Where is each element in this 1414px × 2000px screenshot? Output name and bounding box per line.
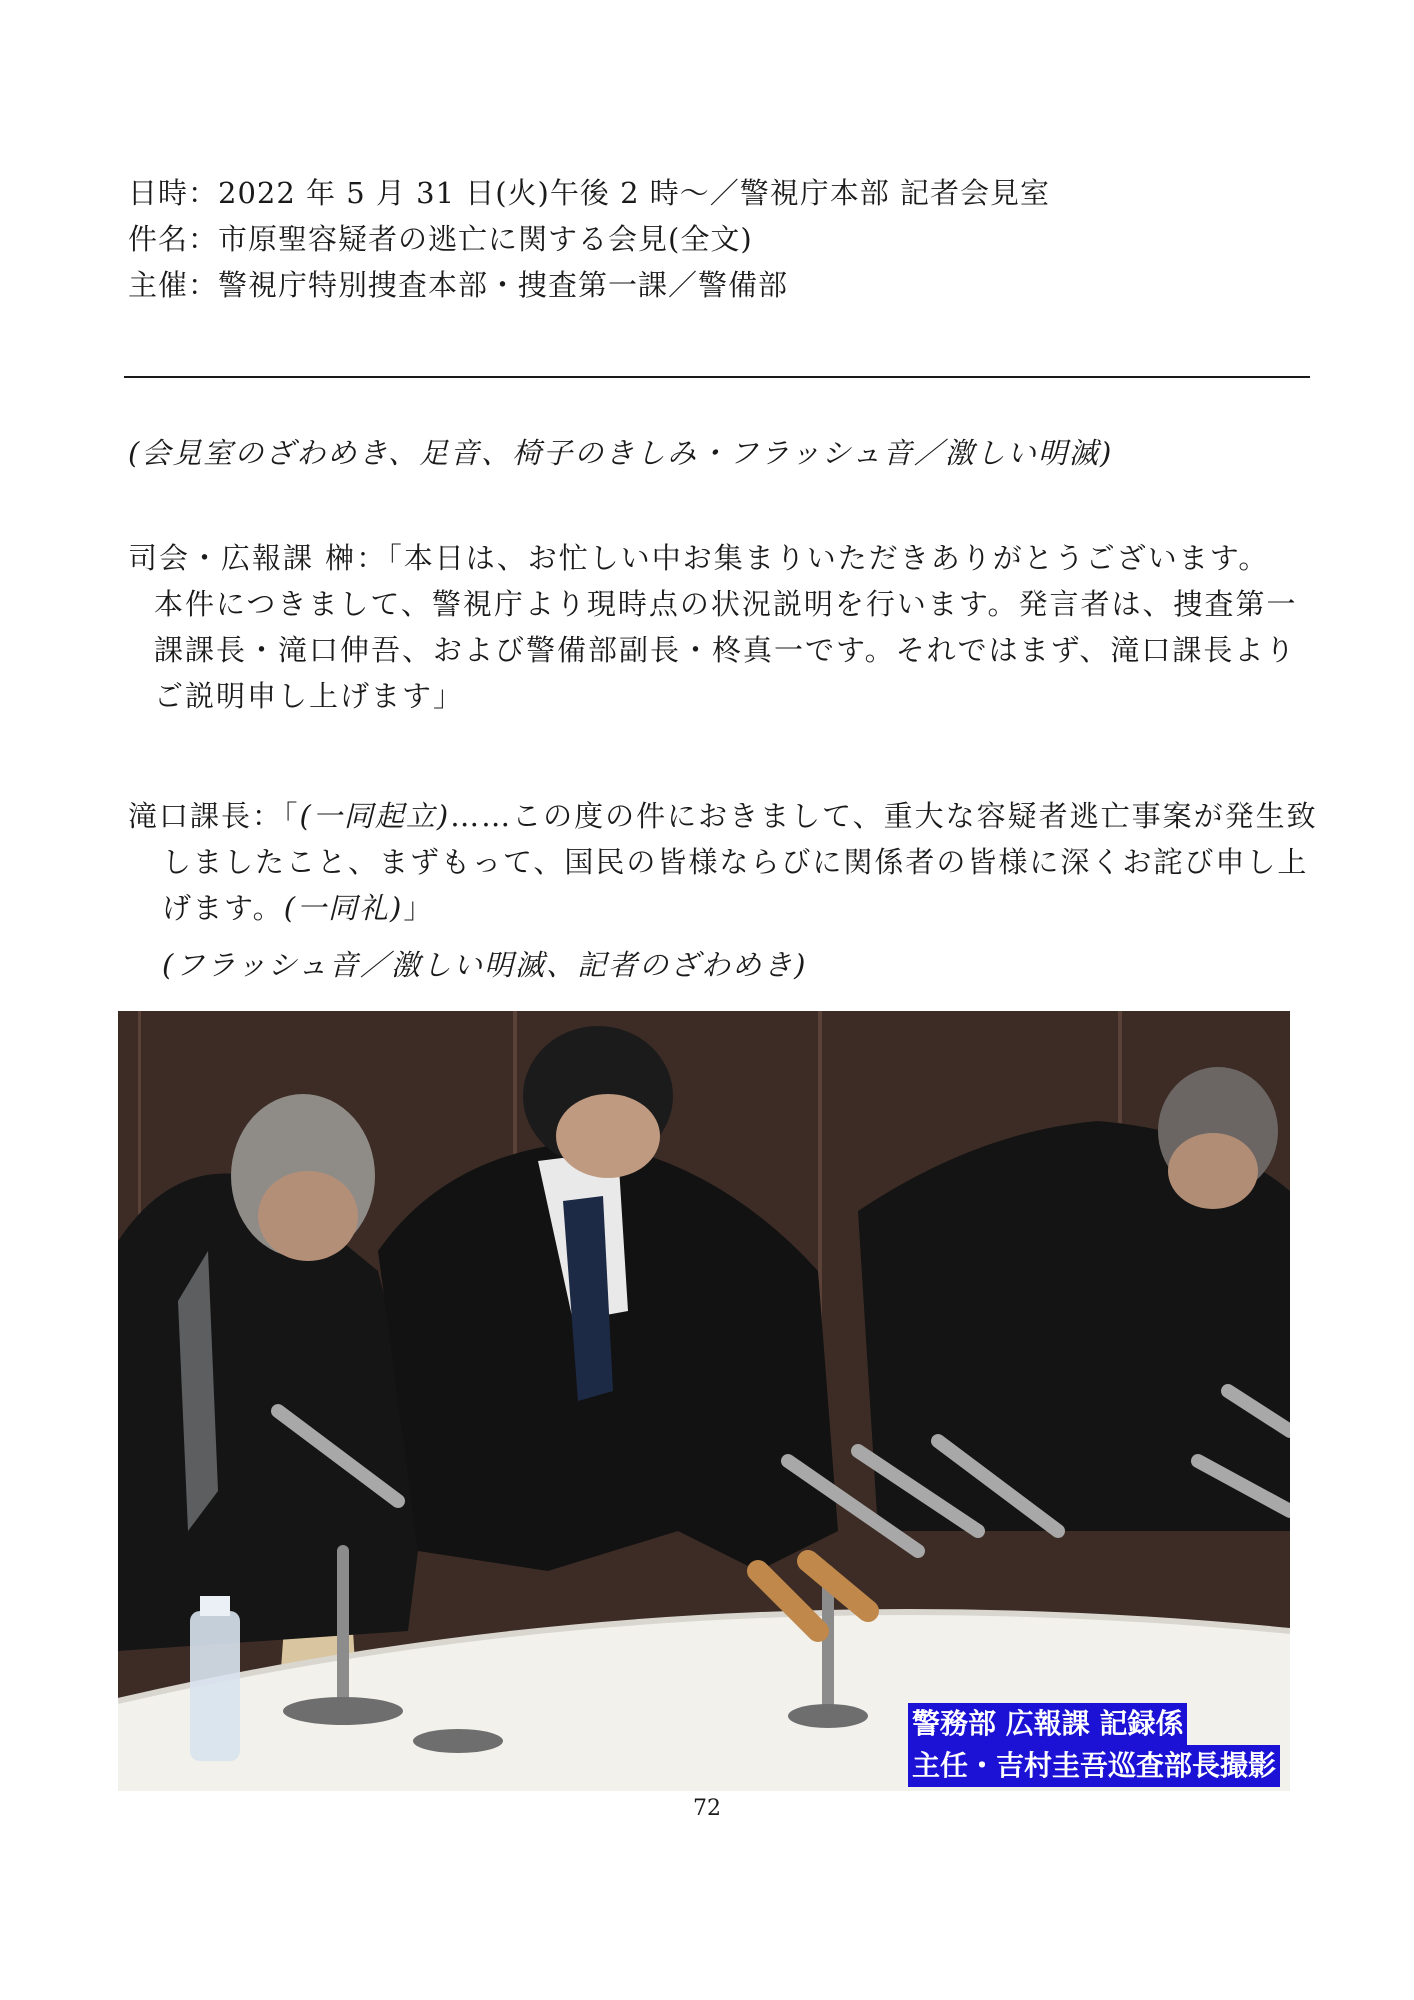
speaker-prefix: 滝口課長：「 [128, 799, 300, 833]
press-conference-photo [118, 1011, 1290, 1791]
stage-direction-opening: (会見室のざわめき、足音、椅子のきしみ・フラッシュ音／激しい明滅) [128, 436, 1114, 470]
takiguchi-line-3-start: げます。 [162, 891, 284, 925]
mc-line-2: 本件につきまして、警視庁より現時点の状況説明を行います。発言者は、捜査第一 [154, 587, 1298, 621]
photo-caption [908, 1703, 1280, 1787]
action-stand: (一同起立) [299, 799, 451, 833]
photo-illustration [118, 1011, 1290, 1791]
takiguchi-line-2: しましたこと、まずもって、国民の皆様ならびに関係者の皆様に深くお詫び申し上 [162, 845, 1309, 879]
meta-block [128, 170, 1050, 308]
meta-organizer: 主催：警視庁特別捜査本部・捜査第一課／警備部 [128, 268, 789, 302]
mc-statement [128, 535, 1308, 719]
mc-line-1: 司会・広報課 榊：「本日は、お忙しい中お集まりいただきありがとうございます。 [128, 541, 1270, 575]
takiguchi-line-1-text: ……この度の件におきまして、重大な容疑者逃亡事案が発生致 [450, 799, 1318, 833]
caption-line-2: 主任・吉村圭吾巡査部長撮影 [908, 1745, 1280, 1787]
takiguchi-line-3-end: 」 [403, 891, 435, 925]
mc-line-3: 課課長・滝口伸吾、および警備部副長・柊真一です。それではまず、滝口課長より [154, 633, 1297, 667]
mc-line-4: ご説明申し上げます」 [154, 679, 465, 713]
takiguchi-line-1 [128, 793, 1318, 839]
takiguchi-line-3 [128, 885, 1308, 931]
takiguchi-statement [128, 793, 1318, 931]
horizontal-rule [124, 376, 1310, 378]
meta-date: 日時：2022 年 5 月 31 日(火)午後 2 時〜／警視庁本部 記者会見室 [128, 176, 1050, 210]
action-bow: (一同礼) [283, 891, 404, 925]
meta-subject: 件名：市原聖容疑者の逃亡に関する会見(全文) [128, 222, 753, 256]
page-number: 72 [693, 1796, 721, 1821]
caption-line-1: 警務部 広報課 記録係 [908, 1703, 1188, 1745]
stage-direction-flash: (フラッシュ音／激しい明滅、記者のざわめき) [162, 948, 808, 982]
